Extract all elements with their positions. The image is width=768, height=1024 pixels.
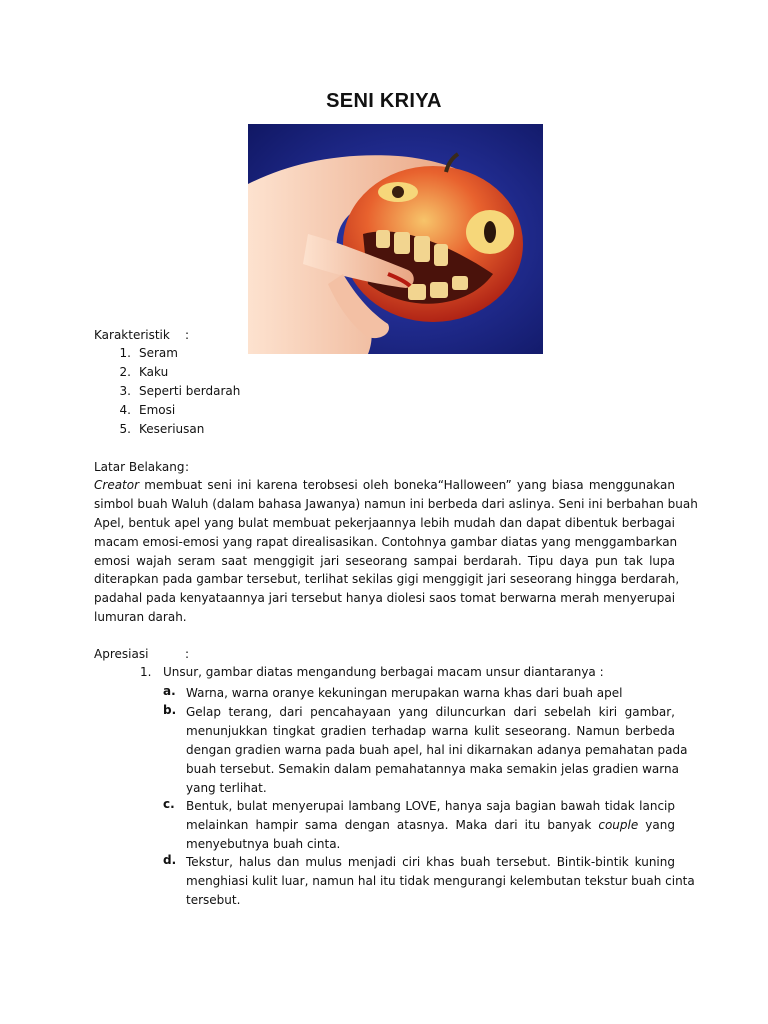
paragraph-line: emosi wajah seram saat menggigit jari seseorang sampai berdarah. Tipu daya pun tak lupa (94, 553, 675, 568)
page-title: SENI KRIYA (326, 90, 442, 112)
apresiasi-heading (94, 647, 190, 661)
sub-item-letter: d. (163, 853, 177, 867)
sub-item-line: dengan gradien warna pada buah apel, hal ini dikarnakan adanya pemahatan pada (186, 742, 688, 757)
list-item: 1. Seram (119, 346, 178, 360)
paragraph-line: diterapkan pada gambar tersebut, terlihat sekilas gigi menggigit jari seseorang hingga berdarah, (94, 572, 680, 587)
latar-belakang-heading (94, 460, 190, 474)
paragraph-line: macam emosi-emosi yang rapat direalisasikan. Contohnya gambar diatas yang menggambarkan (94, 534, 678, 549)
sub-item-line: buah tersebut. Semakin dalam pemahatannya maka semakin jelas gradien warna (186, 761, 679, 776)
paragraph-line: simbol buah Waluh (dalam bahasa Jawanya) namun ini berbeda dari aslinya. Seni ini berbahan buah (94, 496, 698, 511)
karakteristik-colon: : (185, 328, 190, 342)
apresiasi-label: Apresiasi (94, 647, 149, 661)
sub-item-line: menunjukkan tingkat gradien terhadap warna kulit seseorang. Namun berbeda (186, 723, 675, 738)
karakteristik-list (94, 344, 294, 438)
paragraph-line: lumuran darah. (94, 610, 187, 625)
sub-item-line: menyebutnya buah cinta. (186, 836, 341, 851)
apresiasi-colon: : (185, 647, 190, 661)
list-item: 5. Keseriusan (119, 421, 205, 436)
sub-item-line: Warna, warna oranye kekuningan merupakan warna khas dari buah apel (186, 686, 623, 700)
sub-item-line: menghiasi kulit luar, namun hal itu tidak mengurangi kelembutan tekstur buah cinta (186, 873, 695, 888)
paragraph-line: padahal pada kenyataannya jari tersebut hanya diolesi saos tomat berwarna merah menyerupai (94, 591, 676, 606)
sub-item-line: tersebut. (186, 892, 241, 907)
sub-item-line: melainkan hampir sama dengan atasnya. Maka dari itu banyak couple yang (186, 817, 675, 832)
latar-belakang-paragraph (94, 476, 698, 627)
latar-belakang-label: Latar Belakang (94, 460, 185, 474)
list-item: 3. Seperti berdarah (119, 383, 241, 398)
carved-apple-photo (248, 124, 543, 354)
sub-item-line: Tekstur, halus dan mulus menjadi ciri khas buah tersebut. Bintik-bintik kuning (186, 855, 675, 869)
karakteristik-heading (94, 328, 190, 342)
paragraph-line: Apel, bentuk apel yang bulat membuat pekerjaannya lebih mudah dan dapat dibentuk berbagai (94, 515, 675, 530)
sub-item-letter: b. (163, 703, 177, 717)
item-number: 1. (140, 665, 152, 679)
sub-item-line: Gelap terang, dari pencahayaan yang diluncurkan dari sebelah kiri gambar, (186, 705, 675, 719)
sub-item-line: yang terlihat. (186, 780, 267, 795)
karakteristik-label: Karakteristik (94, 328, 170, 342)
italic-word: couple (598, 817, 639, 832)
list-item: 2. Kaku (119, 364, 169, 379)
sub-item-letter: c. (163, 797, 175, 811)
item-text: Unsur, gambar diatas mengandung berbagai macam unsur diantaranya : (163, 665, 604, 679)
list-item: 4. Emosi (119, 402, 176, 417)
sub-item-letter: a. (163, 684, 176, 698)
sub-item-line: Bentuk, bulat menyerupai lambang LOVE, hanya saja bagian bawah tidak lancip (186, 799, 675, 813)
latar-belakang-colon: : (185, 460, 190, 474)
paragraph-line: Creator membuat seni ini karena terobsesi oleh boneka“Halloween” yang biasa menggunakan (94, 478, 675, 492)
